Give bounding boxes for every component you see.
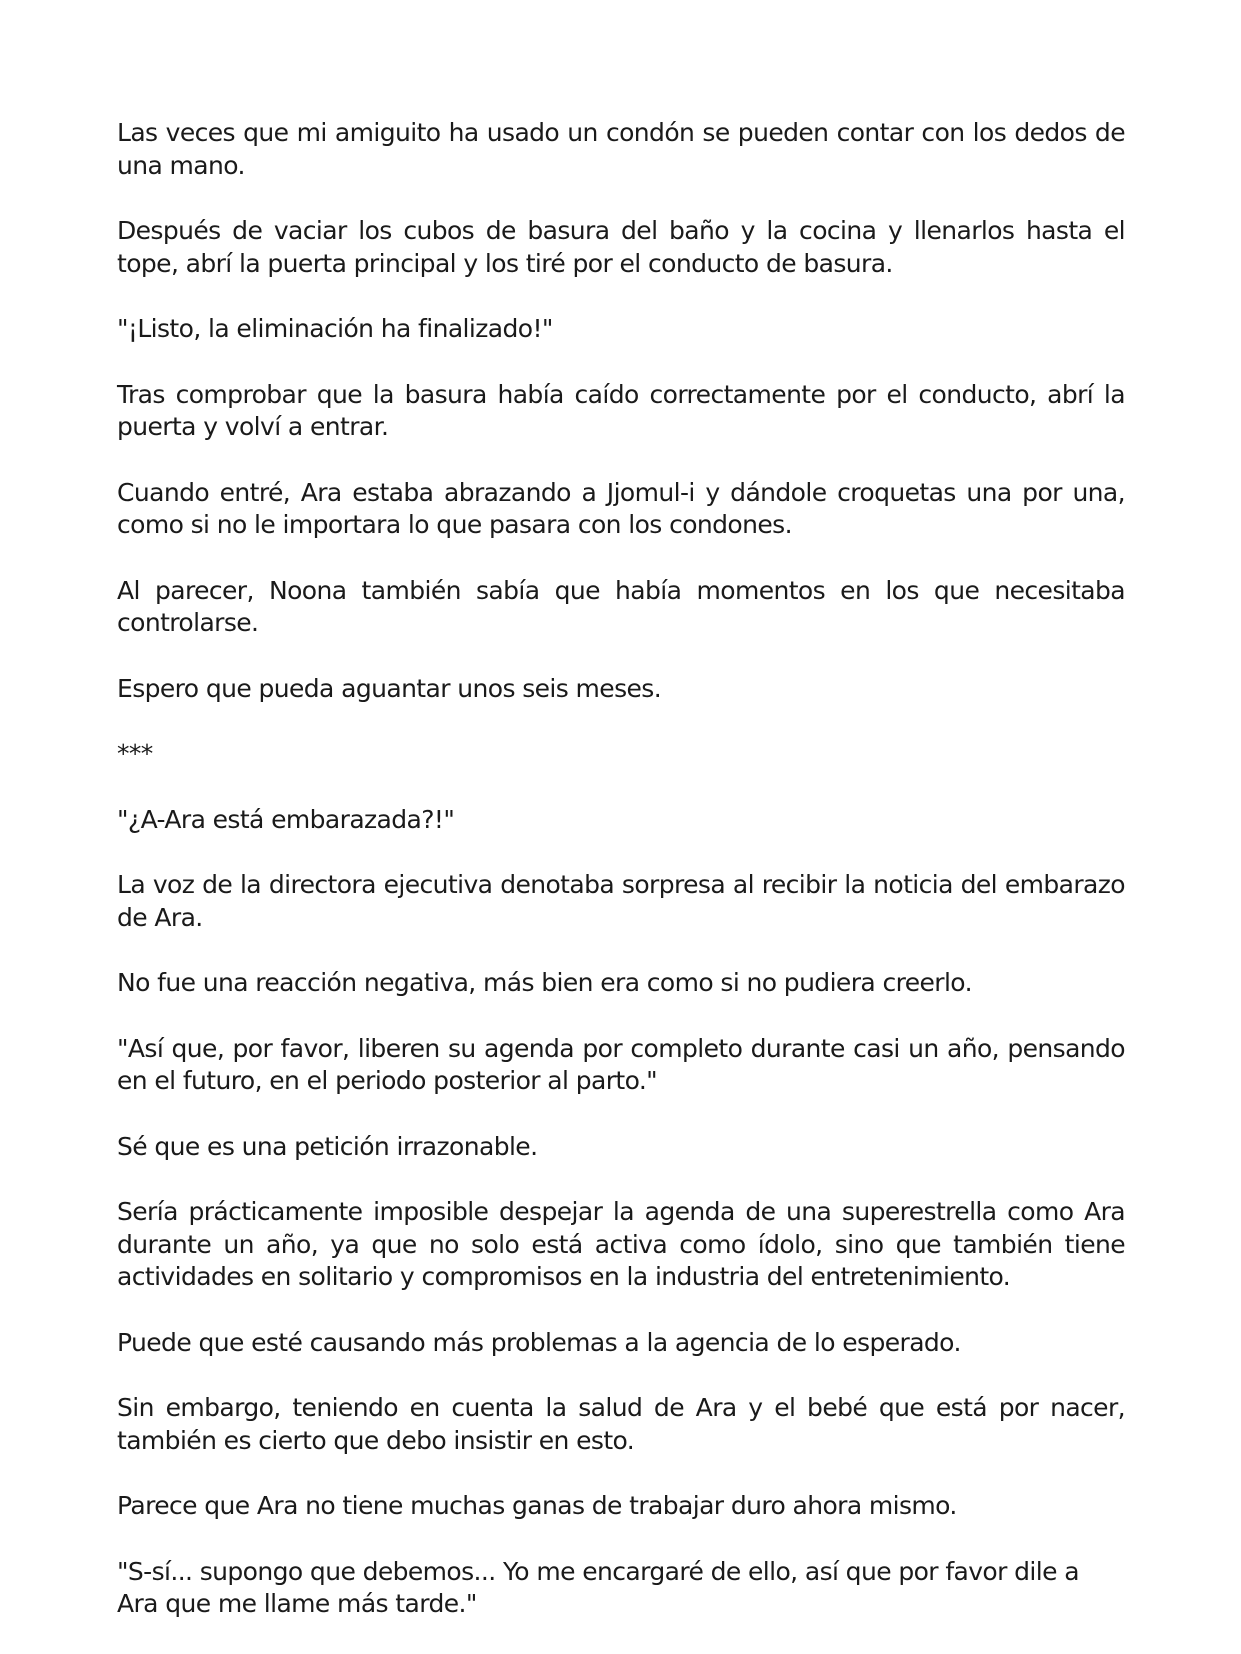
paragraph-9: La voz de la directora ejecutiva denotaba sorpresa al recibir la noticia del embarazo de Ara. <box>117 870 1125 932</box>
paragraph-8: "¿A-Ara está embarazada?!" <box>117 804 455 834</box>
paragraph-3: "¡Listo, la eliminación ha finalizado!" <box>117 314 553 343</box>
paragraph-12: Sé que es una petición irrazonable. <box>117 1131 538 1161</box>
paragraph-15: Sin embargo, teniendo en cuenta la salud de Ara y el bebé que está por nacer, también es cierto que debo insistir en esto. <box>117 1393 1125 1455</box>
paragraph-10: No fue una reacción negativa, más bien era como si no pudiera creerlo. <box>117 968 972 997</box>
paragraph-4: Tras comprobar que la basura había caído correctamente por el conducto, abrí la puerta y volví a entrar. <box>117 379 1125 441</box>
paragraph-5: Cuando entré, Ara estaba abrazando a Jjomul-i y dándole croquetas una por una, como si no le importara lo que pasara con los condones. <box>117 477 1125 539</box>
paragraph-13: Sería prácticamente imposible despejar la agenda de una superestrella como Ara durante un año, ya que no solo está activa como ídolo, sino que también tiene actividades en solitario y compromisos en la industria del entretenimiento. <box>117 1197 1125 1291</box>
document-page <box>117 117 1125 1654</box>
paragraph-2: Después de vaciar los cubos de basura del baño y la cocina y llenarlos hasta el tope, abrí la puerta principal y los tiré por el conducto de basura. <box>117 216 1125 278</box>
paragraph-7: Espero que pueda aguantar unos seis meses. <box>117 673 662 703</box>
paragraph-1: Las veces que mi amiguito ha usado un condón se pueden contar con los dedos de una mano. <box>117 118 1125 180</box>
paragraph-6: Al parecer, Noona también sabía que había momentos en los que necesitaba controlarse. <box>117 575 1125 637</box>
paragraph-11: "Así que, por favor, liberen su agenda por completo durante casi un año, pensando en el futuro, en el periodo posterior al parto." <box>117 1033 1125 1095</box>
paragraph-14: Puede que esté causando más problemas a la agencia de lo esperado. <box>117 1327 961 1357</box>
paragraph-17: "S-sí... supongo que debemos... Yo me encargaré de ello, así que por favor dile a Ara que me llame más tarde." <box>117 1556 1079 1618</box>
paragraph-16: Parece que Ara no tiene muchas ganas de trabajar duro ahora mismo. <box>117 1491 957 1520</box>
scene-break: *** <box>117 739 153 768</box>
